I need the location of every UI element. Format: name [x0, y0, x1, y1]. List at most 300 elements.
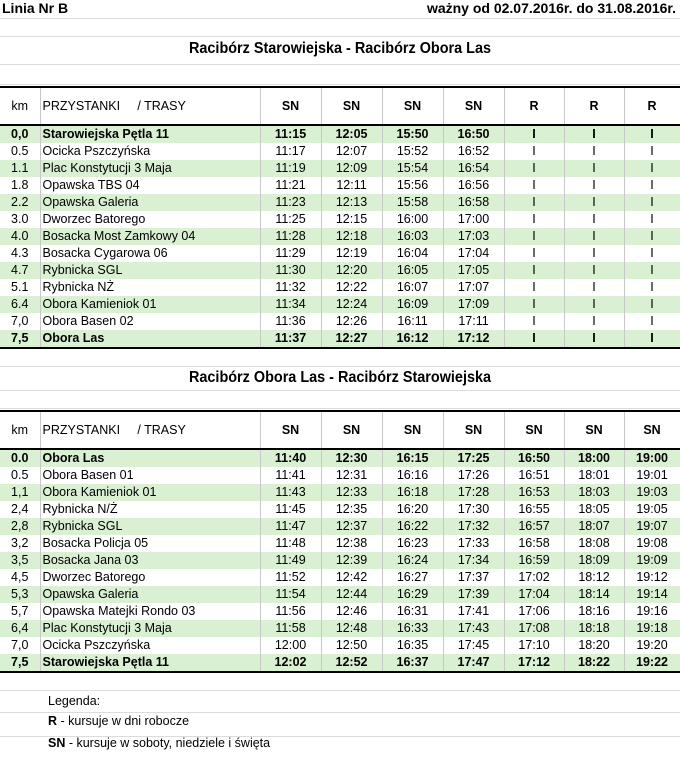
departure-time-cell: I	[624, 245, 680, 262]
km-cell: 0.5	[0, 467, 40, 484]
departure-time-cell: 16:24	[382, 552, 443, 569]
departure-time-cell: 12:18	[321, 228, 382, 245]
stop-name-cell: Rybnicka SGL	[40, 518, 260, 535]
departure-time-cell: 16:05	[382, 262, 443, 279]
departure-time-cell: 16:11	[382, 313, 443, 330]
departure-time-cell: 17:10	[504, 637, 564, 654]
departure-time-cell: I	[564, 262, 624, 279]
legend-text: - kursuje w dni robocze	[57, 714, 190, 728]
departure-time-cell: 11:17	[260, 143, 321, 160]
departure-time-cell: 18:20	[564, 637, 624, 654]
departure-time-cell: 17:39	[443, 586, 504, 603]
departure-time-cell: 12:50	[321, 637, 382, 654]
header-row	[0, 411, 680, 449]
km-cell: 2.2	[0, 194, 40, 211]
departure-time-cell: 17:28	[443, 484, 504, 501]
departure-time-cell: 11:48	[260, 535, 321, 552]
line-number: Linia Nr B	[2, 0, 69, 16]
table-row	[0, 177, 680, 194]
departure-time-cell: 18:22	[564, 654, 624, 672]
table-row	[0, 552, 680, 569]
departure-time-cell: I	[624, 125, 680, 143]
stop-name-cell: Obora Kamieniok 01	[40, 296, 260, 313]
km-cell: 5.1	[0, 279, 40, 296]
departure-time-cell: 16:56	[443, 177, 504, 194]
grid-line	[0, 18, 680, 19]
departure-time-cell: 18:16	[564, 603, 624, 620]
departure-time-cell: 16:15	[382, 449, 443, 467]
departure-time-cell: 12:31	[321, 467, 382, 484]
table-row	[0, 637, 680, 654]
departure-time-cell: 19:20	[624, 637, 680, 654]
table-row	[0, 194, 680, 211]
timetable-return	[0, 410, 680, 673]
course-header: SN	[443, 87, 504, 125]
grid-line	[0, 84, 680, 85]
departure-time-cell: 16:35	[382, 637, 443, 654]
departure-time-cell: 11:43	[260, 484, 321, 501]
km-cell: 6.4	[0, 296, 40, 313]
departure-time-cell: I	[504, 177, 564, 194]
table-row	[0, 143, 680, 160]
departure-time-cell: 12:52	[321, 654, 382, 672]
departure-time-cell: 15:50	[382, 125, 443, 143]
km-cell: 4,5	[0, 569, 40, 586]
departure-time-cell: 16:57	[504, 518, 564, 535]
departure-time-cell: 12:42	[321, 569, 382, 586]
km-cell: 4.3	[0, 245, 40, 262]
validity-period: ważny od 02.07.2016r. do 31.08.2016r.	[426, 0, 676, 16]
table-row	[0, 296, 680, 313]
table-row	[0, 467, 680, 484]
departure-time-cell: 19:09	[624, 552, 680, 569]
departure-time-cell: I	[624, 177, 680, 194]
departure-time-cell: I	[504, 279, 564, 296]
departure-time-cell: 12:13	[321, 194, 382, 211]
departure-time-cell: I	[624, 143, 680, 160]
km-cell: 0.0	[0, 449, 40, 467]
departure-time-cell: 11:15	[260, 125, 321, 143]
departure-time-cell: 18:12	[564, 569, 624, 586]
departure-time-cell: I	[624, 330, 680, 348]
departure-time-cell: 19:22	[624, 654, 680, 672]
departure-time-cell: 19:08	[624, 535, 680, 552]
stop-name-cell: Obora Basen 02	[40, 313, 260, 330]
departure-time-cell: 16:29	[382, 586, 443, 603]
km-header: km	[0, 87, 40, 125]
legend-code: R	[48, 714, 58, 728]
departure-time-cell: I	[564, 160, 624, 177]
departure-time-cell: 17:12	[504, 654, 564, 672]
stop-name-cell: Bosacka Cygarowa 06	[40, 245, 260, 262]
departure-time-cell: 11:30	[260, 262, 321, 279]
stop-name-cell: Rybnicka NŻ	[40, 279, 260, 296]
km-cell: 1,1	[0, 484, 40, 501]
table-row	[0, 449, 680, 467]
departure-time-cell: 11:58	[260, 620, 321, 637]
departure-time-cell: I	[624, 194, 680, 211]
stop-name-cell: Opawska Matejki Rondo 03	[40, 603, 260, 620]
course-header: R	[564, 87, 624, 125]
departure-time-cell: 11:37	[260, 330, 321, 348]
stop-name-cell: Bosacka Policja 05	[40, 535, 260, 552]
stop-name-cell: Rybnicka N/Ż	[40, 501, 260, 518]
departure-time-cell: 17:12	[443, 330, 504, 348]
departure-time-cell: 19:03	[624, 484, 680, 501]
departure-time-cell: 17:05	[443, 262, 504, 279]
course-header: R	[504, 87, 564, 125]
departure-time-cell: 19:00	[624, 449, 680, 467]
departure-time-cell: 18:05	[564, 501, 624, 518]
departure-time-cell: 12:39	[321, 552, 382, 569]
course-header: SN	[382, 87, 443, 125]
departure-time-cell: 11:41	[260, 467, 321, 484]
departure-time-cell: 16:50	[504, 449, 564, 467]
table-row	[0, 160, 680, 177]
stop-name-cell: Starowiejska Pętla 11	[40, 125, 260, 143]
departure-time-cell: 19:12	[624, 569, 680, 586]
departure-time-cell: 19:14	[624, 586, 680, 603]
departure-time-cell: 16:20	[382, 501, 443, 518]
km-cell: 5,3	[0, 586, 40, 603]
departure-time-cell: 15:52	[382, 143, 443, 160]
stop-name-cell: Opawska TBS 04	[40, 177, 260, 194]
table-row	[0, 228, 680, 245]
table-row	[0, 125, 680, 143]
departure-time-cell: I	[624, 211, 680, 228]
departure-time-cell: 11:45	[260, 501, 321, 518]
departure-time-cell: 18:03	[564, 484, 624, 501]
departure-time-cell: 12:48	[321, 620, 382, 637]
departure-time-cell: 12:26	[321, 313, 382, 330]
departure-time-cell: I	[624, 160, 680, 177]
departure-time-cell: I	[504, 160, 564, 177]
departure-time-cell: 17:07	[443, 279, 504, 296]
departure-time-cell: 11:23	[260, 194, 321, 211]
stop-name-cell: Obora Las	[40, 449, 260, 467]
departure-time-cell: 16:16	[382, 467, 443, 484]
stop-name-cell: Obora Basen 01	[40, 467, 260, 484]
departure-time-cell: I	[564, 279, 624, 296]
stop-name-cell: Obora Las	[40, 330, 260, 348]
departure-time-cell: 18:14	[564, 586, 624, 603]
departure-time-cell: 12:27	[321, 330, 382, 348]
departure-time-cell: 11:34	[260, 296, 321, 313]
departure-time-cell: 16:54	[443, 160, 504, 177]
departure-time-cell: 17:41	[443, 603, 504, 620]
table-row	[0, 603, 680, 620]
departure-time-cell: 11:21	[260, 177, 321, 194]
stop-name-cell: Ocicka Pszczyńska	[40, 637, 260, 654]
departure-time-cell: 17:11	[443, 313, 504, 330]
stop-name-cell: Obora Kamieniok 01	[40, 484, 260, 501]
km-cell: 6,4	[0, 620, 40, 637]
departure-time-cell: 12:09	[321, 160, 382, 177]
departure-time-cell: 11:56	[260, 603, 321, 620]
km-cell: 7,5	[0, 330, 40, 348]
km-cell: 7,0	[0, 313, 40, 330]
departure-time-cell: 16:58	[443, 194, 504, 211]
km-cell: 4.0	[0, 228, 40, 245]
km-cell: 2,4	[0, 501, 40, 518]
departure-time-cell: 16:51	[504, 467, 564, 484]
stop-name-cell: Opawska Galeria	[40, 586, 260, 603]
departure-time-cell: 16:09	[382, 296, 443, 313]
legend-item-sn	[48, 732, 270, 754]
departure-time-cell: 18:18	[564, 620, 624, 637]
departure-time-cell: 16:58	[504, 535, 564, 552]
departure-time-cell: I	[504, 313, 564, 330]
departure-time-cell: I	[624, 262, 680, 279]
departure-time-cell: 17:09	[443, 296, 504, 313]
departure-time-cell: 12:02	[260, 654, 321, 672]
table-row	[0, 313, 680, 330]
course-header: SN	[321, 87, 382, 125]
departure-time-cell: I	[504, 262, 564, 279]
departure-time-cell: I	[624, 296, 680, 313]
departure-time-cell: I	[564, 143, 624, 160]
departure-time-cell: 17:34	[443, 552, 504, 569]
km-cell: 5,7	[0, 603, 40, 620]
km-cell: 1.1	[0, 160, 40, 177]
departure-time-cell: 12:07	[321, 143, 382, 160]
departure-time-cell: 16:50	[443, 125, 504, 143]
departure-time-cell: 16:37	[382, 654, 443, 672]
course-header: SN	[443, 411, 504, 449]
departure-time-cell: 12:46	[321, 603, 382, 620]
legend-item-r	[48, 710, 270, 732]
departure-time-cell: 16:00	[382, 211, 443, 228]
departure-time-cell: 12:24	[321, 296, 382, 313]
departure-time-cell: I	[564, 194, 624, 211]
departure-time-cell: I	[564, 245, 624, 262]
departure-time-cell: I	[624, 279, 680, 296]
km-cell: 7,0	[0, 637, 40, 654]
departure-time-cell: 19:16	[624, 603, 680, 620]
departure-time-cell: 12:22	[321, 279, 382, 296]
departure-time-cell: 11:19	[260, 160, 321, 177]
departure-time-cell: 12:11	[321, 177, 382, 194]
departure-time-cell: 12:44	[321, 586, 382, 603]
grid-line	[0, 408, 680, 409]
departure-time-cell: 11:32	[260, 279, 321, 296]
departure-time-cell: 16:59	[504, 552, 564, 569]
departure-time-cell: 17:43	[443, 620, 504, 637]
km-cell: 3,5	[0, 552, 40, 569]
departure-time-cell: I	[564, 125, 624, 143]
departure-time-cell: 18:00	[564, 449, 624, 467]
stop-name-cell: Dworzec Batorego	[40, 211, 260, 228]
departure-time-cell: I	[504, 211, 564, 228]
stops-header: PRZYSTANKI / TRASY	[40, 411, 260, 449]
table-row	[0, 569, 680, 586]
departure-time-cell: 17:37	[443, 569, 504, 586]
departure-time-cell: 12:37	[321, 518, 382, 535]
table-row	[0, 330, 680, 348]
table-row	[0, 279, 680, 296]
table-row	[0, 245, 680, 262]
departure-time-cell: 16:27	[382, 569, 443, 586]
km-cell: 4.7	[0, 262, 40, 279]
departure-time-cell: 11:52	[260, 569, 321, 586]
timetable-header	[0, 0, 680, 18]
departure-time-cell: 12:35	[321, 501, 382, 518]
table-row	[0, 535, 680, 552]
legend-title: Legenda:	[48, 694, 101, 708]
grid-line	[0, 36, 680, 37]
departure-time-cell: 16:18	[382, 484, 443, 501]
km-header: km	[0, 411, 40, 449]
table-row	[0, 262, 680, 279]
departure-time-cell: I	[564, 313, 624, 330]
departure-time-cell: 11:29	[260, 245, 321, 262]
departure-time-cell: 15:56	[382, 177, 443, 194]
departure-time-cell: 11:28	[260, 228, 321, 245]
stop-name-cell: Plac Konstytucji 3 Maja	[40, 160, 260, 177]
departure-time-cell: 12:05	[321, 125, 382, 143]
km-cell: 0,0	[0, 125, 40, 143]
departure-time-cell: 12:19	[321, 245, 382, 262]
table-row	[0, 211, 680, 228]
stop-name-cell: Opawska Galeria	[40, 194, 260, 211]
departure-time-cell: 12:33	[321, 484, 382, 501]
departure-time-cell: 19:01	[624, 467, 680, 484]
table-row	[0, 620, 680, 637]
departure-time-cell: 12:20	[321, 262, 382, 279]
route-title-return: Racibórz Obora Las - Racibórz Starowiejska	[188, 369, 492, 386]
departure-time-cell: 11:40	[260, 449, 321, 467]
departure-time-cell: 16:04	[382, 245, 443, 262]
departure-time-cell: 15:54	[382, 160, 443, 177]
km-cell: 3.0	[0, 211, 40, 228]
departure-time-cell: I	[504, 245, 564, 262]
departure-time-cell: 12:15	[321, 211, 382, 228]
departure-time-cell: 18:09	[564, 552, 624, 569]
departure-time-cell: I	[564, 177, 624, 194]
course-header: SN	[260, 411, 321, 449]
departure-time-cell: 12:38	[321, 535, 382, 552]
km-cell: 1.8	[0, 177, 40, 194]
departure-time-cell: 17:33	[443, 535, 504, 552]
departure-time-cell: 17:32	[443, 518, 504, 535]
departure-time-cell: I	[564, 330, 624, 348]
departure-time-cell: I	[504, 194, 564, 211]
departure-time-cell: 11:36	[260, 313, 321, 330]
departure-time-cell: 18:01	[564, 467, 624, 484]
departure-time-cell: 19:05	[624, 501, 680, 518]
departure-time-cell: I	[564, 296, 624, 313]
departure-time-cell: 16:22	[382, 518, 443, 535]
departure-time-cell: 16:07	[382, 279, 443, 296]
route-title-outbound: Racibórz Starowiejska - Racibórz Obora Las	[188, 40, 492, 57]
table-row	[0, 501, 680, 518]
departure-time-cell: I	[564, 211, 624, 228]
departure-time-cell: 11:47	[260, 518, 321, 535]
stop-name-cell: Ocicka Pszczyńska	[40, 143, 260, 160]
departure-time-cell: I	[504, 125, 564, 143]
departure-time-cell: I	[504, 296, 564, 313]
km-cell: 2,8	[0, 518, 40, 535]
departure-time-cell: 17:47	[443, 654, 504, 672]
departure-time-cell: 17:04	[443, 245, 504, 262]
stop-name-cell: Rybnicka SGL	[40, 262, 260, 279]
km-cell: 3,2	[0, 535, 40, 552]
header-row	[0, 87, 680, 125]
departure-time-cell: I	[624, 228, 680, 245]
departure-time-cell: 12:00	[260, 637, 321, 654]
departure-time-cell: 16:52	[443, 143, 504, 160]
departure-time-cell: 16:12	[382, 330, 443, 348]
departure-time-cell: 16:55	[504, 501, 564, 518]
departure-time-cell: I	[564, 228, 624, 245]
course-header: SN	[624, 411, 680, 449]
departure-time-cell: 17:26	[443, 467, 504, 484]
departure-time-cell: 17:03	[443, 228, 504, 245]
km-cell: 0.5	[0, 143, 40, 160]
departure-time-cell: 17:04	[504, 586, 564, 603]
departure-time-cell: 16:23	[382, 535, 443, 552]
grid-line	[0, 690, 680, 691]
departure-time-cell: 17:06	[504, 603, 564, 620]
stop-name-cell: Bosacka Most Zamkowy 04	[40, 228, 260, 245]
departure-time-cell: 16:31	[382, 603, 443, 620]
departure-time-cell: 16:53	[504, 484, 564, 501]
departure-time-cell: 17:02	[504, 569, 564, 586]
departure-time-cell: 16:33	[382, 620, 443, 637]
departure-time-cell: I	[504, 143, 564, 160]
stop-name-cell: Starowiejska Pętla 11	[40, 654, 260, 672]
table-row	[0, 518, 680, 535]
departure-time-cell: 19:18	[624, 620, 680, 637]
departure-time-cell: I	[504, 330, 564, 348]
legend	[48, 692, 270, 754]
table-row	[0, 586, 680, 603]
course-header: SN	[321, 411, 382, 449]
stops-header: PRZYSTANKI / TRASY	[40, 87, 260, 125]
course-header: SN	[382, 411, 443, 449]
grid-line	[0, 390, 680, 391]
legend-text: - kursuje w soboty, niedziele i święta	[65, 736, 271, 750]
departure-time-cell: 11:25	[260, 211, 321, 228]
departure-time-cell: 17:25	[443, 449, 504, 467]
departure-time-cell: 19:07	[624, 518, 680, 535]
km-cell: 7,5	[0, 654, 40, 672]
legend-code: SN	[48, 736, 66, 750]
course-header: SN	[564, 411, 624, 449]
grid-line	[0, 64, 680, 65]
departure-time-cell: 18:07	[564, 518, 624, 535]
course-header: SN	[260, 87, 321, 125]
departure-time-cell: 11:49	[260, 552, 321, 569]
stop-name-cell: Dworzec Batorego	[40, 569, 260, 586]
course-header: SN	[504, 411, 564, 449]
departure-time-cell: 18:08	[564, 535, 624, 552]
departure-time-cell: 17:00	[443, 211, 504, 228]
timetable-outbound	[0, 86, 680, 349]
departure-time-cell: 15:58	[382, 194, 443, 211]
departure-time-cell: 17:08	[504, 620, 564, 637]
departure-time-cell: 16:03	[382, 228, 443, 245]
course-header: R	[624, 87, 680, 125]
table-row	[0, 484, 680, 501]
departure-time-cell: I	[504, 228, 564, 245]
departure-time-cell: 12:30	[321, 449, 382, 467]
departure-time-cell: I	[624, 313, 680, 330]
table-row	[0, 654, 680, 672]
departure-time-cell: 17:30	[443, 501, 504, 518]
grid-line	[0, 366, 680, 367]
departure-time-cell: 17:45	[443, 637, 504, 654]
